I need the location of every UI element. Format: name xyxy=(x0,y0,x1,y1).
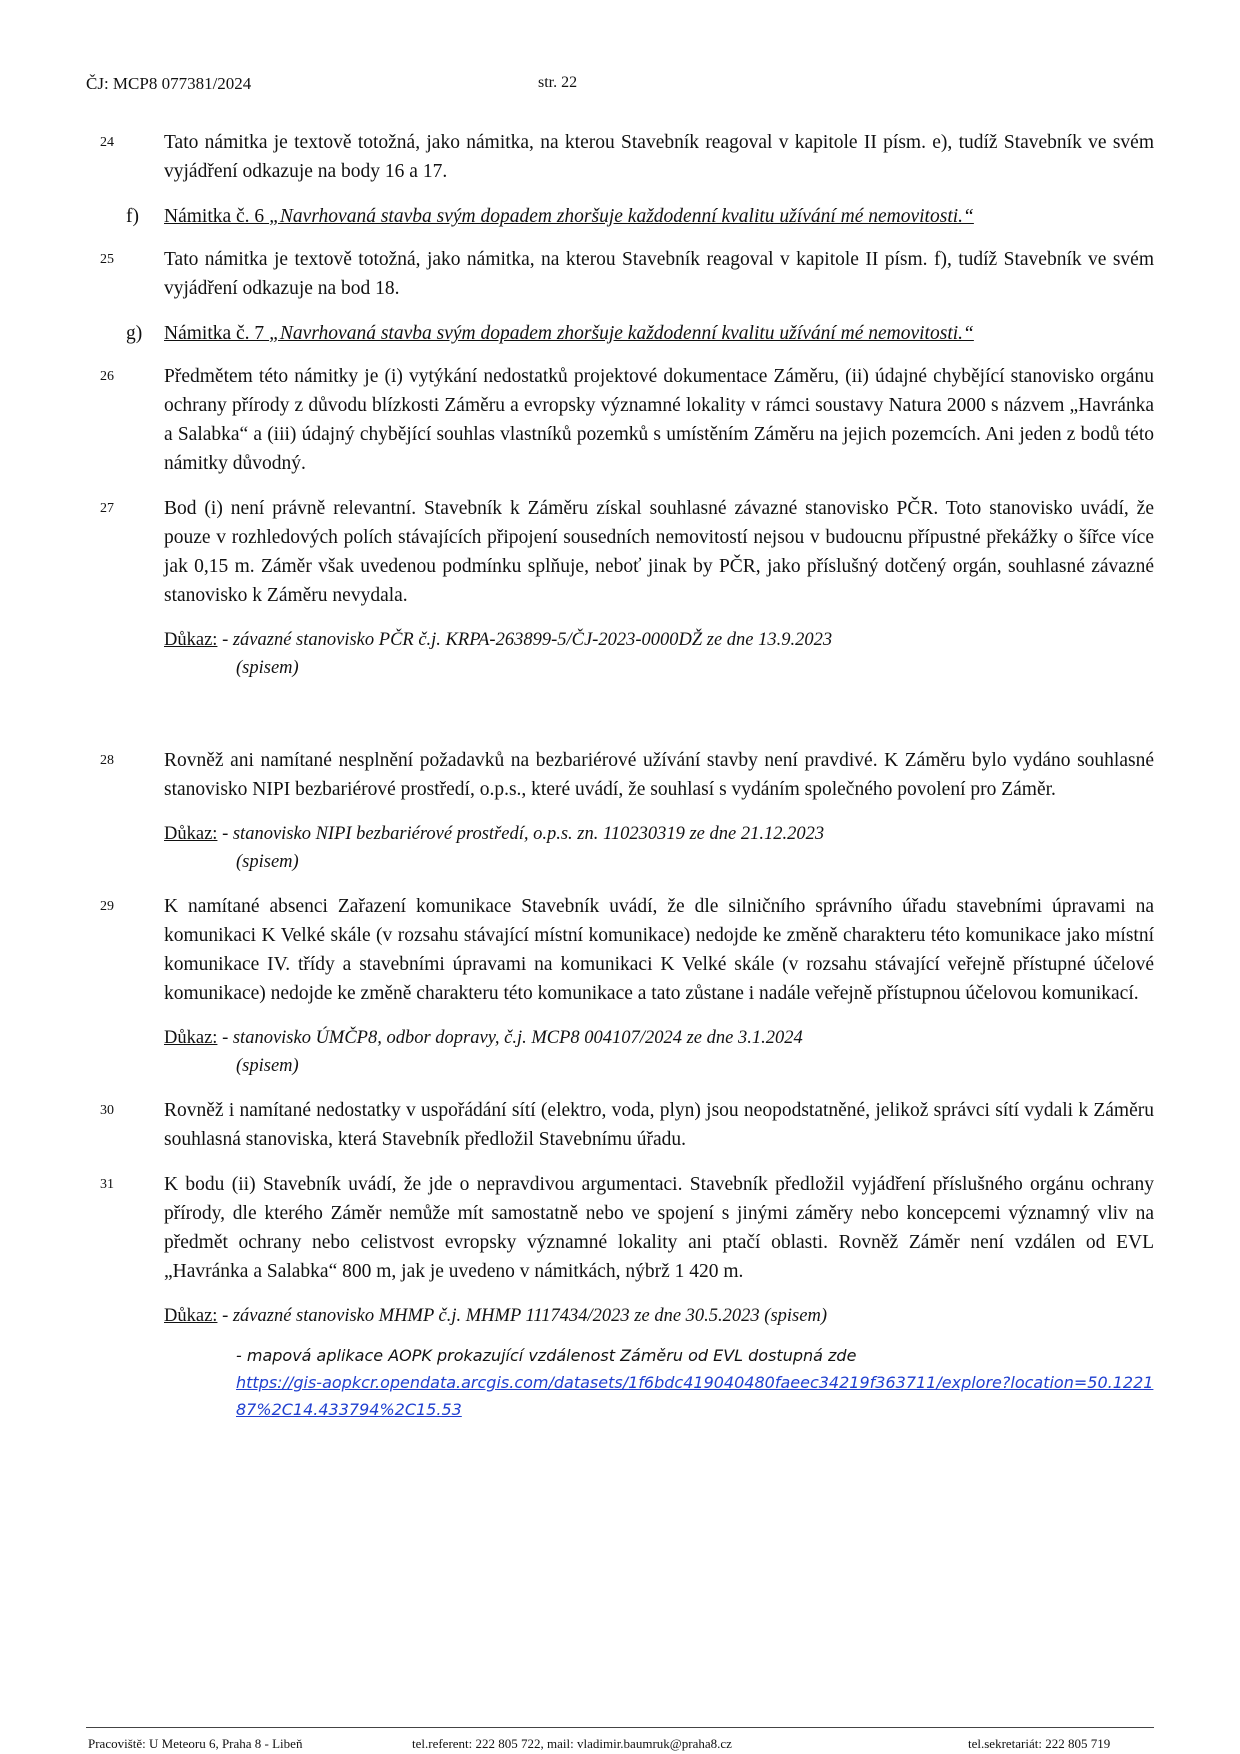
objection-prefix: Námitka č. 6 xyxy=(164,206,270,227)
paragraph-29 xyxy=(86,892,1154,1008)
objection-heading-f xyxy=(86,202,1154,231)
paragraph-number: 31 xyxy=(100,1177,114,1192)
paragraph-26 xyxy=(86,362,1154,478)
footer-divider xyxy=(86,1727,1154,1728)
evidence-map-link-block xyxy=(86,1342,1154,1423)
evidence-28 xyxy=(86,820,1154,876)
evidence-value: - závazné stanovisko PČR č.j. KRPA-263899-5/ČJ-2023-0000DŽ ze dne 13.9.2023 xyxy=(217,630,833,650)
paragraph-25 xyxy=(86,245,1154,303)
evidence-27 xyxy=(86,626,1154,682)
objection-heading-g xyxy=(86,319,1154,348)
evidence-label: Důkaz: xyxy=(164,1028,218,1048)
paragraph-text: Tato námitka je textově totožná, jako námitka, na kterou Stavebník reagoval v kapitole II písm. e), tudíž Stavebník ve svém vyjádření odkazuje na body 16 a 17. xyxy=(164,132,1154,182)
evidence-source: (spisem) xyxy=(236,658,299,678)
evidence-value: - stanovisko NIPI bezbariérové prostředí, o.p.s. zn. 110230319 ze dne 21.12.2023 xyxy=(217,824,825,844)
paragraph-number: 26 xyxy=(100,369,114,384)
paragraph-number: 24 xyxy=(100,135,114,150)
paragraph-number: 28 xyxy=(100,753,114,768)
paragraph-number: 29 xyxy=(100,899,114,914)
paragraph-text: Rovněž i namítané nedostatky v uspořádání sítí (elektro, voda, plyn) jsou neopodstatněné, jelikož správci sítí vydali k Záměru souhlasná stanoviska, která Stavebník předložil Stavebnímu úřadu. xyxy=(164,1100,1154,1150)
paragraph-27 xyxy=(86,494,1154,610)
footer-secretary: tel.sekretariát: 222 805 719 xyxy=(968,1736,1111,1751)
evidence-label: Důkaz: xyxy=(164,630,218,650)
paragraph-24 xyxy=(86,128,1154,186)
objection-letter: g) xyxy=(126,323,143,344)
evidence-31 xyxy=(86,1302,1154,1330)
paragraph-number: 25 xyxy=(100,252,114,267)
paragraph-text: Tato námitka je textově totožná, jako námitka, na kterou Stavebník reagoval v kapitole II písm. f), tudíž Stavebník ve svém vyjádření odkazuje na bod 18. xyxy=(164,249,1154,299)
document-body xyxy=(86,128,1154,1423)
evidence-source: (spisem) xyxy=(236,852,299,872)
paragraph-text: K namítané absenci Zařazení komunikace Stavebník uvádí, že dle silničního správního úřadu stavebními úpravami na komunikaci K Velké skále (v rozsahu stávající místní komunikace) nedojde ke změně charakteru této komunikace jako místní komunikace IV. třídy a stavebními úpravami na komunikaci K Velké skále (v rozsahu stávající veřejně přístupné účelové komunikace) nedojde ke změně charakteru této komunikace a tato zůstane i nadále veřejně přístupnou účelovou komunikací. xyxy=(164,896,1154,1004)
footer-referent: tel.referent: 222 805 722, mail: vladimir.baumruk@praha8.cz xyxy=(412,1736,732,1751)
paragraph-text: Rovněž ani namítané nesplnění požadavků na bezbariérové užívání stavby není pravdivé. K Záměru bylo vydáno souhlasné stanovisko NIPI bezbariérové prostředí, o.p.s., které uvádí, že souhlasí s vydáním společného povolení pro Záměr. xyxy=(164,750,1154,800)
paragraph-text: Předmětem této námitky je (i) vytýkání nedostatků projektové dokumentace Záměru, (ii) údajné chybějící stanovisko orgánu ochrany přírody z důvodu blízkosti Záměru a evropsky významné lokality v rámci soustavy Natura 2000 s názvem „Havránka a Salabka“ a (iii) údajný chybějící souhlas vlastníků pozemků s umístěním Záměru na jejich pozemcích. Ani jeden z bodů této námitky důvodný. xyxy=(164,366,1154,474)
evidence-29 xyxy=(86,1024,1154,1080)
objection-quote: „Navrhovaná stavba svým dopadem zhoršuje každodenní kvalitu užívání mé nemovitosti.“ xyxy=(269,206,974,227)
evidence-value: - závazné stanovisko MHMP č.j. MHMP 1117434/2023 ze dne 30.5.2023 (spisem) xyxy=(217,1306,827,1326)
paragraph-number: 27 xyxy=(100,501,114,516)
evidence-label: Důkaz: xyxy=(164,824,218,844)
objection-prefix: Námitka č. 7 xyxy=(164,323,270,344)
evidence-value: - stanovisko ÚMČP8, odbor dopravy, č.j. MCP8 004107/2024 ze dne 3.1.2024 xyxy=(217,1028,803,1048)
paragraph-30 xyxy=(86,1096,1154,1154)
objection-letter: f) xyxy=(126,206,139,227)
paragraph-number: 30 xyxy=(100,1103,114,1118)
page-number: str. 22 xyxy=(538,74,578,91)
paragraph-31 xyxy=(86,1170,1154,1286)
aopk-map-link[interactable]: https://gis-aopkcr.opendata.arcgis.com/datasets/1f6bdc419040480faeec34219f363711/explore?location=50.122187%2C14.433794%2C15.53 xyxy=(236,1373,1154,1419)
evidence-label: Důkaz: xyxy=(164,1306,218,1326)
evidence-source: (spisem) xyxy=(236,1056,299,1076)
objection-quote: „Navrhovaná stavba svým dopadem zhoršuje každodenní kvalitu užívání mé nemovitosti.“ xyxy=(269,323,974,344)
footer-workplace: Pracoviště: U Meteoru 6, Praha 8 - Libeň xyxy=(88,1736,303,1751)
paragraph-28 xyxy=(86,746,1154,804)
document-reference: ČJ: MCP8 077381/2024 xyxy=(86,74,252,93)
paragraph-text: K bodu (ii) Stavebník uvádí, že jde o nepravdivou argumentaci. Stavebník předložil vyjádření příslušného orgánu ochrany přírody, dle kterého Záměr nemůže mít samostatně nebo ve spojení s jinými záměry nebo koncepcemi významný vliv na předmět ochrany nebo celistvost evropsky významné lokality ani ptačí oblasti. Rovněž Záměr není vzdálen od EVL „Havránka a Salabka“ 800 m, jak je uvedeno v námitkách, nýbrž 1 420 m. xyxy=(164,1174,1154,1282)
evidence-map-text: - mapová aplikace AOPK prokazující vzdálenost Záměru od EVL dostupná zde xyxy=(236,1346,857,1365)
paragraph-text: Bod (i) není právně relevantní. Stavebník k Záměru získal souhlasné závazné stanovisko PČR. Toto stanovisko uvádí, že pouze v rozhledových polích stávajících připojení sousedních nemovitostí nejsou v budoucnu přípustné překážky o šířce více jak 0,15 m. Záměr však uvedenou podmínku splňuje, neboť jinak by PČR, jako příslušný dotčený orgán, souhlasné závazné stanovisko k Záměru nevydala. xyxy=(164,498,1154,606)
